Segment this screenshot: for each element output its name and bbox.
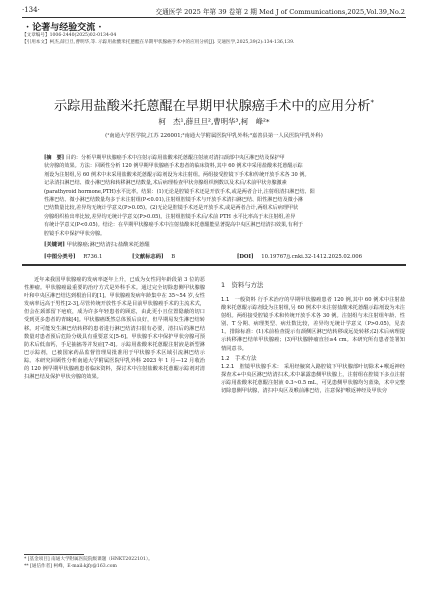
abstract-line: 状旁腺的效果。方法：回顾性分析 120 例早期甲状腺癌手术患者的临床资料,其中 60 例术中采用盐酸米托蒽醌示踪 [44,163,303,170]
abstract-line: 性淋巴结、微小淋巴结数量均多于未注射组(P<0.01),注射组腔镜手术与开放手术清扫淋巴结、阳性淋巴结及微小淋 [44,197,303,204]
doc-code-label: [文献标志码] [132,254,164,260]
authors: 柯 杰¹,薛旦旦²,曹明华³,柯 峰²* [158,117,270,126]
subsubsection-text: 采用经腋窝入路腔镜下甲状腺部叶切除术+喉返神经探查术+中央区淋巴结清扫术,术中暴露患侧甲状腺上，注射组在腔镜下多点注射示踪用盐酸米托蒽醌注射液 0.3~0.5 mL，可见患侧甲状腺均匀蓝染，术中完整切除患侧甲状腺，清扫中央区及喉前淋巴结，注意保护喉返神经及甲状旁 [221,363,405,395]
abstract-line: (parathyroid hormone,PTH)水平比率。结果：(1)无论是腔镜手术还是开放手术,或是两者合计,注射组清扫淋巴结、阳 [44,188,315,195]
right-column [221,280,405,461]
subsection-heading: 1.2 手术方法 [221,355,257,362]
abstract-line: 腔镜手术中保护甲状旁腺。 [44,230,106,237]
abstract-line: 巴结数量比较,差异均无统计学意义(P>0.05)。(2)无论是腔镜手术还是开放手术,或是两者合计,两组术后病理甲状 [44,205,299,212]
abstract-label: [摘 要] [44,155,65,161]
clc-value: R736.1 [83,254,103,260]
page-number: ·134· [22,6,40,14]
article-number: 【文章编号】1006-2440(2025)02-0134-04 [22,33,117,38]
section-heading: 1 资料与方法 [221,281,264,289]
abstract-line: 记录清扫淋巴结、微小淋巴结和转移淋巴结数量,术后病理检查甲状旁腺组织例数以及术后/术前甲状旁腺激素 [44,180,287,187]
clc-label: [中图分类号] [44,254,76,260]
journal-running-header: 交通医学 2025 年第 39 卷第 2 期 Med J of Communications,2025,Vol.39,No.2 [155,8,405,16]
abstract-line: 旁腺组织检出率比较,差异均无统计学意义(P>0.05)。注射组腔镜手术后/术前 PTH 水平比率高于未注射组,差异 [44,213,296,220]
section-label: · 论著与经验交流 · [26,23,102,33]
subsubsection-heading: 1.2.1 腔镜甲状腺手术： [221,363,283,370]
abstract-line: 剂设为注射组,另 60 例术中未采用盐酸米托蒽醌示踪剂设为未注射组。两组接受腔镜下手术和传统开放手术各 30 例。 [44,171,310,178]
footnote-rule [24,554,84,555]
header-rule [22,17,406,18]
abstract [44,154,386,238]
subsection-1-2-1 [221,363,405,461]
abstract-line: 有统计学意义(P<0.05)。结论：在早期甲状腺癌手术中注射盐酸米托蒽醌能显著提高中央区淋巴结清扫效果,有利于 [44,222,303,229]
doi-label: [DOI] [236,254,254,260]
abstract-line: 目的：分析早期甲状腺癌手术中注射示踪用盐酸米托蒽醌注射液对清扫颈部中央区淋巴结及保护甲 [65,155,285,161]
keywords-label: [关键词] [44,242,65,248]
subsection-1-1 [221,296,405,353]
title-text: 示踪用盐酸米托蒽醌在早期甲状腺癌手术中的应用分析 [54,99,371,114]
footnote-correspondence: ** [通信作者] 柯峰，E-mail:kjfy@163.com [24,564,117,569]
abstract-rule [22,264,406,266]
keywords-text: 甲状腺癌;淋巴结清扫;盐酸米托蒽醌 [66,242,150,248]
citation-line: 【引用本文】柯杰,薛旦旦,曹明华,等. 示踪用盐酸米托蒽醌在早期甲状腺癌手术中的应用分析[J]. 交通医学,2025,39(2):134-136,139. [22,40,295,45]
doc-code-value: B [171,254,176,260]
doi-value: 10.19767/j.cnki.32-1412.2025.02.006 [261,254,362,260]
subsection-text: 行手术治疗的早期甲状腺癌患者 120 例,其中 60 例术中注射盐酸米托蒽醌示踪剂设为注射组,另 60 例术中未注射盐酸米托蒽醌示踪剂设为未注射组。两组接受腔镜手术和传统开放手术各 30 例。注射组与未注射组年龄、性别、T 分期、病理类型、病灶数比较，差异均无统计学意义（P>0.05)，见表 1。排除标准：(1)术前检查提示有颈侧区淋巴结转移或远处转移;(2)术后病理提示转移淋巴结单甲状腺癌；(3)甲状腺肿瘤直径≥4 cm。本研究所有患者签署知情同意书。 [221,297,406,352]
title-footnote-mark: * [370,98,374,107]
intro-paragraph: 近年来我国甲状腺癌的发病率逐年上升，已成为女性同年龄段第 3 位的恶性肿瘤。甲状腺癌最重要的治疗方式是外科手术。通过完全切除患侧甲状腺腺叶和中央区淋巴结达到根治目的[1]。甲状腺癌发病年龄集中在 35~54 岁,女性发病率远高于男性[2-3],尽管传统开放性手术是目前甲状腺癌手术的主流术式，但会在颈部留下疤痕，成为许多年轻患者的顾虑，由此更小且位置隐蔽的切口受到更多患者的青睐[4]。甲状腺癌既然总体预后良好，但早期易发生淋巴结转移。对可能发生淋巴结转移的患者进行淋巴结清扫很有必要，清扫后的淋巴结数量对患者预后危险分级具有重要意义[5-6]。甲状腺手术中保护甲状旁腺可预防术后低血钙，手足抽搐等并发症[7-8]。示踪用盐酸米托蒽醌注射液是新型淋巴示踪剂，已被国家药品监督管理局批准用于甲状腺手术区域引流淋巴结示踪。本研究回顾性分析南通大学附属医院甲乳外科 2023 年 1 月—12 月收治的 120 例早期甲状腺癌患者临床资料，探讨术中注射盐酸米托蒽醌示踪剂对清扫淋巴结及保护甲状旁腺的效果。 [24,277,205,381]
affiliation: (¹南通大学医学院,江苏 226001;²南通大学附属医院甲乳外科;³嘉善县第一人民医院甲乳外科) [105,133,323,139]
subsection-heading: 1.1 一般资料 [221,297,256,303]
classification-row [44,252,386,260]
footnote-funding: * [基金项目] 南通大学附属医院院级课题（HNKT2022101）。 [24,557,153,562]
article-title [22,95,406,114]
keywords [44,240,386,248]
